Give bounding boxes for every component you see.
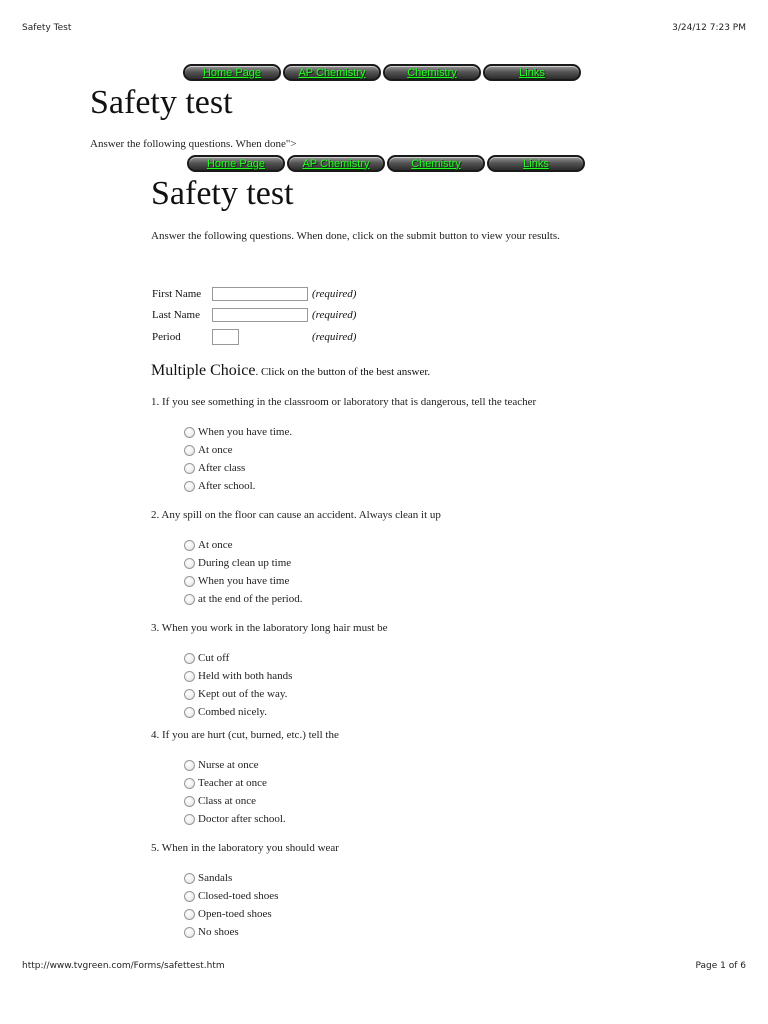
radio-button[interactable] <box>184 778 195 789</box>
answer-option[interactable] <box>184 756 286 774</box>
nav-links-button[interactable]: Links <box>487 155 585 172</box>
option-label: Combed nicely. <box>198 706 267 718</box>
radio-button[interactable] <box>184 445 195 456</box>
answer-option[interactable] <box>184 441 292 459</box>
option-label: No shoes <box>198 926 239 938</box>
last-name-field[interactable] <box>212 308 308 322</box>
nav-home-page-button[interactable]: Home Page <box>187 155 285 172</box>
required-note: (required) <box>312 331 357 343</box>
multiple-choice-heading <box>151 362 430 380</box>
print-header <box>22 23 746 33</box>
nav-links-button[interactable]: Links <box>483 64 581 81</box>
print-footer <box>22 961 746 971</box>
answer-option[interactable] <box>184 685 292 703</box>
print-page-number: Page 1 of 6 <box>695 961 746 971</box>
radio-button[interactable] <box>184 814 195 825</box>
option-label: At once <box>198 444 233 456</box>
option-label: Held with both hands <box>198 670 293 682</box>
first-name-label: First Name <box>152 288 202 300</box>
radio-button[interactable] <box>184 909 195 920</box>
radio-button[interactable] <box>184 873 195 884</box>
intro-text-fragment: Answer the following questions. When done"> <box>90 138 297 150</box>
radio-button[interactable] <box>184 576 195 587</box>
period-field[interactable] <box>212 329 239 345</box>
answer-option[interactable] <box>184 423 292 441</box>
radio-button[interactable] <box>184 760 195 771</box>
question-3-text: 3. When you work in the laboratory long hair must be <box>151 622 388 634</box>
nav-chemistry-button[interactable]: Chemistry <box>387 155 485 172</box>
radio-button[interactable] <box>184 427 195 438</box>
print-datetime: 3/24/12 7:23 PM <box>672 23 746 33</box>
radio-button[interactable] <box>184 689 195 700</box>
nav-bar-secondary <box>187 155 585 172</box>
option-label: When you have time. <box>198 426 293 438</box>
first-name-field[interactable] <box>212 287 308 301</box>
question-1-options <box>184 423 292 495</box>
print-page-title: Safety Test <box>22 23 72 33</box>
radio-button[interactable] <box>184 540 195 551</box>
option-label: At once <box>198 539 233 551</box>
last-name-row <box>152 308 357 322</box>
option-label: Teacher at once <box>198 777 267 789</box>
radio-button[interactable] <box>184 891 195 902</box>
nav-ap-chemistry-button[interactable]: AP Chemistry <box>283 64 381 81</box>
option-label: Doctor after school. <box>198 813 286 825</box>
option-label: at the end of the period. <box>198 593 303 605</box>
question-5-options <box>184 869 278 941</box>
radio-button[interactable] <box>184 481 195 492</box>
question-1-text: 1. If you see something in the classroom or laboratory that is dangerous, tell the teacher <box>151 396 537 408</box>
question-2-text: 2. Any spill on the floor can cause an accident. Always clean it up <box>151 509 441 521</box>
answer-option[interactable] <box>184 459 292 477</box>
option-label: After class <box>198 462 246 474</box>
answer-option[interactable] <box>184 703 292 721</box>
answer-option[interactable] <box>184 649 292 667</box>
radio-button[interactable] <box>184 796 195 807</box>
option-label: Closed-toed shoes <box>198 890 279 902</box>
option-label: Open-toed shoes <box>198 908 272 920</box>
answer-option[interactable] <box>184 792 286 810</box>
question-4-options <box>184 756 286 828</box>
first-name-row <box>152 287 357 301</box>
period-label: Period <box>152 331 181 343</box>
print-url: http://www.tvgreen.com/Forms/safettest.htm <box>22 961 225 971</box>
page-title-secondary: Safety test <box>151 175 294 212</box>
nav-bar <box>183 64 581 81</box>
option-label: During clean up time <box>198 557 292 569</box>
question-2-options <box>184 536 302 608</box>
answer-option[interactable] <box>184 667 292 685</box>
radio-button[interactable] <box>184 707 195 718</box>
required-note: (required) <box>312 309 357 321</box>
intro-text: Answer the following questions. When done, click on the submit button to view your results. <box>151 230 560 242</box>
option-label: When you have time <box>198 575 290 587</box>
radio-button[interactable] <box>184 927 195 938</box>
answer-option[interactable] <box>184 810 286 828</box>
radio-button[interactable] <box>184 558 195 569</box>
nav-ap-chemistry-button[interactable]: AP Chemistry <box>287 155 385 172</box>
question-4-text: 4. If you are hurt (cut, burned, etc.) tell the <box>151 729 339 741</box>
answer-option[interactable] <box>184 905 278 923</box>
radio-button[interactable] <box>184 463 195 474</box>
answer-option[interactable] <box>184 554 302 572</box>
multiple-choice-title: Multiple Choice <box>151 362 256 379</box>
answer-option[interactable] <box>184 590 302 608</box>
option-label: After school. <box>198 480 256 492</box>
required-note: (required) <box>312 288 357 300</box>
nav-home-page-button[interactable]: Home Page <box>183 64 281 81</box>
option-label: Sandals <box>198 872 233 884</box>
radio-button[interactable] <box>184 653 195 664</box>
answer-option[interactable] <box>184 536 302 554</box>
option-label: Kept out of the way. <box>198 688 288 700</box>
last-name-label: Last Name <box>152 309 200 321</box>
answer-option[interactable] <box>184 869 278 887</box>
multiple-choice-instruction: . Click on the button of the best answer. <box>255 366 431 378</box>
answer-option[interactable] <box>184 477 292 495</box>
answer-option[interactable] <box>184 572 302 590</box>
page-title: Safety test <box>90 84 233 121</box>
nav-chemistry-button[interactable]: Chemistry <box>383 64 481 81</box>
answer-option[interactable] <box>184 887 278 905</box>
answer-option[interactable] <box>184 923 278 941</box>
period-row <box>152 329 357 345</box>
question-3-options <box>184 649 292 721</box>
option-label: Cut off <box>198 652 230 664</box>
radio-button[interactable] <box>184 671 195 682</box>
question-5-text: 5. When in the laboratory you should wear <box>151 842 339 854</box>
answer-option[interactable] <box>184 774 286 792</box>
option-label: Nurse at once <box>198 759 259 771</box>
option-label: Class at once <box>198 795 257 807</box>
radio-button[interactable] <box>184 594 195 605</box>
